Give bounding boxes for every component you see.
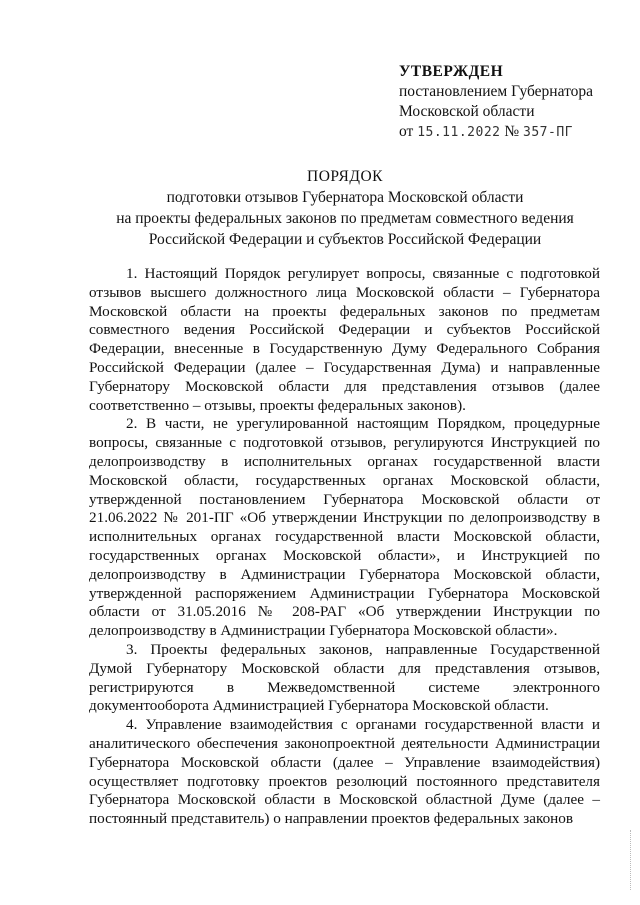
paragraph-3: 3. Проекты федеральных законов, направленные Государственной Думой Губернатору Московской области для представления отзывов, регистрируются в Межведомственной системе электронного документооборота Администрацией Губернатора Московской области.	[89, 640, 600, 715]
date-from-label: от	[399, 123, 414, 140]
approval-stamp-block	[399, 62, 629, 143]
paragraph-4: 4. Управление взаимодействия с органами государственной власти и аналитического обеспечения законопроектной деятельности Администрации Губернатора Московской области (далее – Управление взаимодействия) осуществляет подготовку проектов резолюций постоянного представителя Губернатора Московской области в Московской областной Думе (далее – постоянный представитель) о направлении проектов федеральных законов	[89, 716, 600, 828]
document-subtitle-line-1: подготовки отзывов Губернатора Московской области	[166, 189, 524, 206]
approval-date: 15.11.2022	[417, 125, 501, 140]
number-label: №	[504, 123, 520, 140]
approved-heading: УТВЕРЖДЕН	[399, 63, 504, 80]
scan-edge-mark	[630, 830, 634, 890]
approval-number: 357-ПГ	[523, 125, 573, 140]
approval-line-resolution: постановлением Губернатора	[399, 83, 594, 100]
document-heading: ПОРЯДОК	[307, 168, 383, 185]
approval-line-region: Московской области	[399, 103, 535, 120]
document-title-block	[80, 166, 610, 250]
paragraph-2: 2. В части, не урегулированной настоящим Порядком, процедурные вопросы, связанные с подготовкой отзывов, регулируются Инструкцией по делопроизводству в исполнительных органах государственной власти Московской области, государственных органах Московской области, утвержденной постановлением Губернатора Московской области от 21.06.2022 № 201-ПГ «Об утверждении Инструкции по делопроизводству в исполнительных органах государственной власти Московской области, государственных органах Московской области», и Инструкцией по делопроизводству в Администрации Губернатора Московской области, утвержденной распоряжением Администрации Губернатора Московской области от 31.05.2016 № 208-РАГ «Об утверждении Инструкции по делопроизводству в Администрации Губернатора Московской области».	[89, 415, 600, 640]
document-subtitle-line-3: Российской Федерации и субъектов Российской Федерации	[148, 231, 542, 248]
document-body	[89, 265, 600, 829]
approval-date-line	[399, 122, 629, 143]
document-subtitle-line-2: на проекты федеральных законов по предметам совместного ведения	[116, 210, 574, 227]
paragraph-1: 1. Настоящий Порядок регулирует вопросы, связанные с подготовкой отзывов высшего должностного лица Московской области – Губернатора Московской области на проекты федеральных законов по предметам совместного ведения Российской Федерации и субъектов Российской Федерации, внесенные в Государственную Думу Федерального Собрания Российской Федерации (далее – Государственная Дума) и направленные Губернатору Московской области для представления отзывов (далее соответственно – отзывы, проекты федеральных законов).	[89, 265, 600, 414]
